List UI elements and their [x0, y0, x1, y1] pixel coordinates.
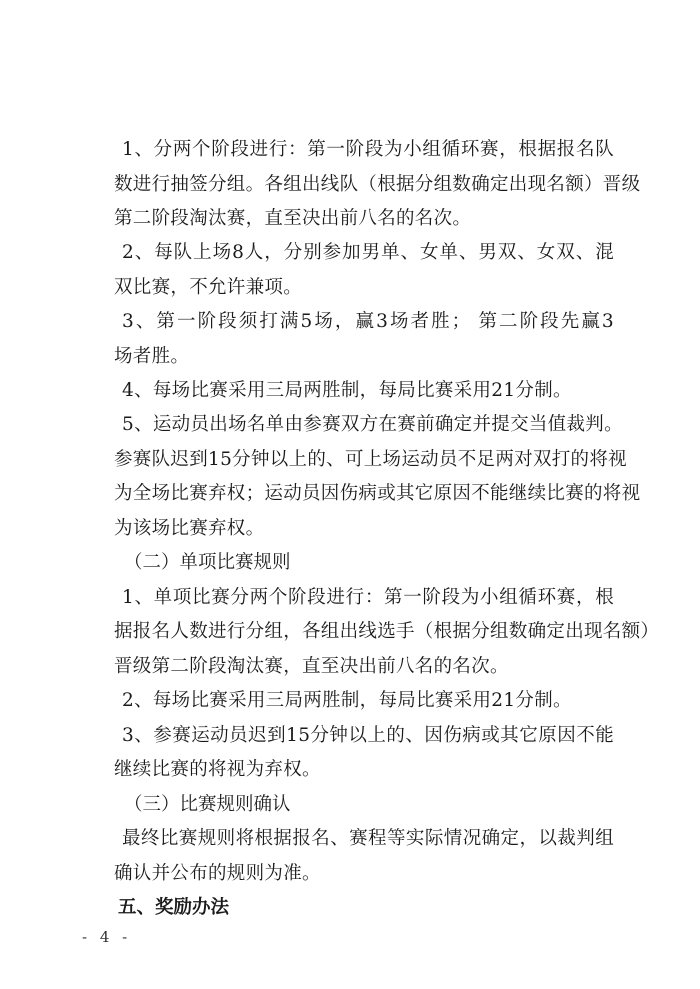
text-line: 确认并公布的规则为准。: [114, 863, 321, 884]
text-line: 参赛队迟到15分钟以上的、可上场运动员不足两对双打的将视: [114, 449, 627, 470]
text-line: 继续比赛的将视为弃权。: [114, 759, 321, 780]
text-line: 2、每场比赛采用三局两胜制，每局比赛采用21分制。: [122, 690, 572, 711]
text-line: 双比赛，不允许兼项。: [114, 277, 303, 298]
section-heading-2: （二）单项比赛规则: [124, 552, 291, 573]
text-line: 最终比赛规则将根据报名、赛程等实际情况确定，以裁判组: [122, 828, 614, 849]
text-line: 场者胜。: [114, 346, 190, 367]
text-line: 3、第一阶段须打满5场，赢3场者胜； 第二阶段先赢3: [122, 311, 614, 332]
section-heading-3: （三）比赛规则确认: [124, 794, 291, 815]
text-line: 2、每队上场8人，分别参加男单、女单、男双、女双、混: [122, 242, 614, 263]
text-line: 1、分两个阶段进行：第一阶段为小组循环赛，根据报名队: [122, 139, 614, 160]
text-line: 数进行抽签分组。各组出线队（根据分组数确定出现名额）晋级: [114, 174, 641, 195]
text-line: 1、单项比赛分两个阶段进行：第一阶段为小组循环赛，根: [122, 587, 614, 608]
text-line: 第二阶段淘汰赛，直至决出前八名的名次。: [114, 208, 472, 229]
section-heading-5: 五、奖励办法: [118, 897, 230, 918]
text-line: 为全场比赛弃权；运动员因伤病或其它原因不能继续比赛的将视: [114, 483, 641, 504]
text-line: 5、运动员出场名单由参赛双方在赛前确定并提交当值裁判。: [122, 414, 623, 435]
text-line: 4、每场比赛采用三局两胜制，每局比赛采用21分制。: [122, 380, 572, 401]
text-line: 为该场比赛弃权。: [114, 518, 265, 539]
text-line: 据报名人数进行分组，各组出线选手（根据分组数确定出现名额）: [114, 621, 660, 642]
page-number: - 4 -: [82, 928, 132, 946]
text-line: 晋级第二阶段淘汰赛，直至决出前八名的名次。: [114, 656, 509, 677]
text-line: 3、参赛运动员迟到15分钟以上的、因伤病或其它原因不能: [122, 725, 614, 746]
